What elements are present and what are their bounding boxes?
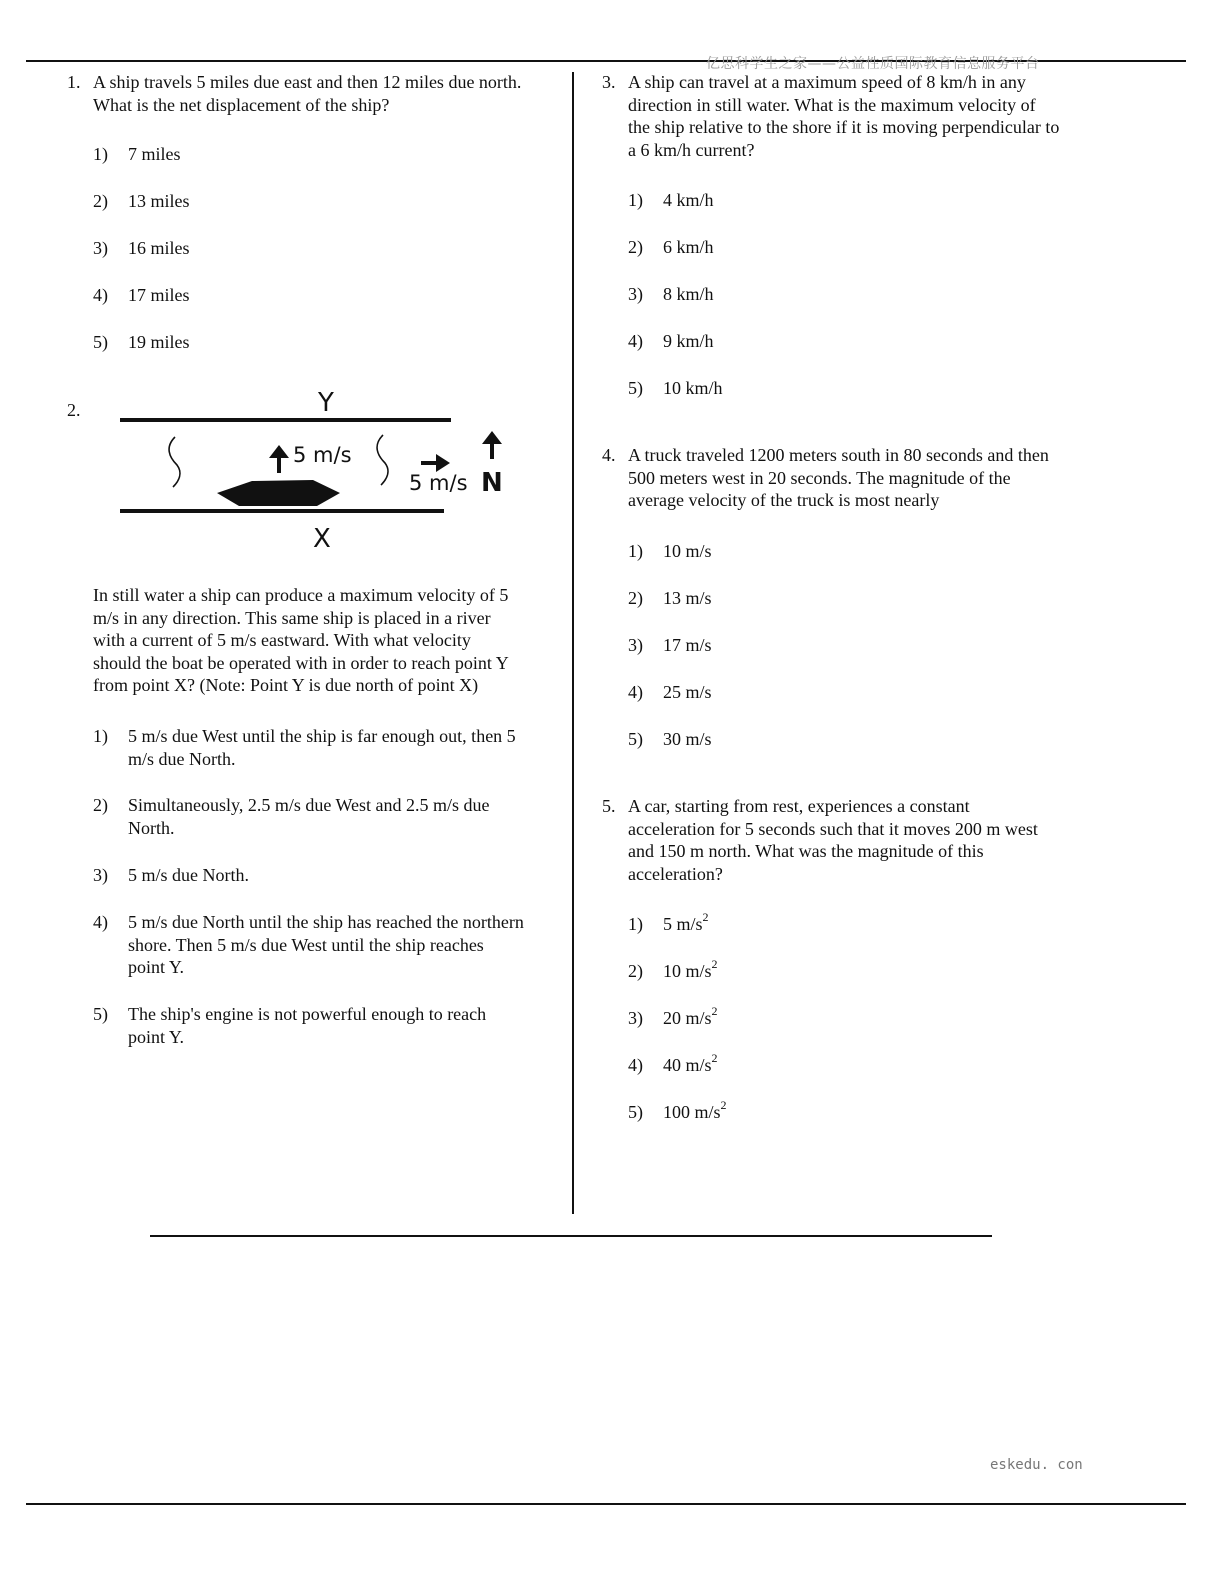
current-arrow-head bbox=[436, 454, 450, 472]
question-text: A car, starting from rest, experiences a constant acceleration for 5 seconds such that it moves 200 m west and 150 m north. What was the magnitude of this acceleration? bbox=[628, 796, 1038, 884]
question-number: 2. bbox=[67, 400, 81, 420]
ship-hull bbox=[217, 480, 340, 506]
question-text: A truck traveled 1200 meters south in 80 seconds and then 500 meters west in 20 seconds. The magnitude of the average velocity of the truck is most nearly bbox=[628, 445, 1049, 510]
question-number: 5. bbox=[602, 796, 616, 816]
watermark: 亿思科学生之家——公益性质国际教育信息服务平台 bbox=[706, 56, 1040, 72]
water-wave-1 bbox=[169, 437, 180, 487]
question-number: 4. bbox=[602, 445, 616, 465]
label-y: Y bbox=[318, 389, 334, 418]
current-velocity-label: 5 m/s bbox=[409, 471, 468, 495]
question-text: A ship can travel at a maximum speed of 8 km/h in any direction in still water. What is the maximum velocity of the ship relative to the shore if it is moving perpendicular to a 6 km/h current? bbox=[628, 72, 1060, 160]
ship-velocity-label: 5 m/s bbox=[293, 443, 352, 467]
question-text: In still water a ship can produce a maximum velocity of 5 m/s in any direction. This same ship is placed in a river with a current of 5 m/s eastward. With what velocity should the boat be operated with in order to reach point Y from point X? (Note: Point Y is due north of point X) bbox=[93, 585, 509, 695]
question-text: A ship travels 5 miles due east and then 12 miles due north. What is the net displacement of the ship? bbox=[93, 72, 522, 115]
question-number: 1. bbox=[67, 72, 81, 92]
question-number: 3. bbox=[602, 72, 616, 92]
north-arrow-head bbox=[482, 431, 502, 444]
river-diagram bbox=[117, 389, 557, 554]
left-column: 1. A ship travels 5 miles due east and then 12 miles due north. What is the net displacement of the ship? 1) 7 miles 2) 13 miles 3) 16 miles 4) 17 miles 5) 19 miles 2. Y 5 m/s 5 m/s N X In still water a ship can produce a maximum velocity of 5 m/s in any direction. This same ship is placed in a river with a current of 5 m/s eastward. With what velocity should the boat be operated with in order to reach point Y from point X? (Note: Point Y is due north of point X) 1) 5 m/s due West until the ship is far enough out, then 5 m/s due North. 2) Simultaneously, 2.5 m/s due West and 2.5 m/s due North. 3) 5 m/s due North. 4) 5 m/s due North until the ship has reached the northern shore. Then 5 m/s due West until the ship reaches point Y. 5) The ship's engine is not powerful enough to reach point Y. bbox=[67, 71, 567, 1071]
north-label: N bbox=[481, 468, 503, 498]
label-x: X bbox=[313, 524, 331, 554]
ship-velocity-arrow-head bbox=[269, 445, 289, 458]
bottom-rule bbox=[26, 1503, 1186, 1505]
water-wave-2 bbox=[377, 435, 388, 485]
right-column: 3. A ship can travel at a maximum speed of 8 km/h in any direction in still water. What is the maximum velocity of the ship relative to the shore if it is moving perpendicular to a 6 km/h current? 1) 4 km/h 2) 6 km/h 3) 8 km/h 4) 9 km/h 5) 10 km/h 4. A truck traveled 1200 meters south in 80 seconds and then 500 meters west in 20 seconds. The magnitude of the average velocity of the truck is most nearly 1) 10 m/s 2) 13 m/s 3) 17 m/s 4) 25 m/s 5) 30 m/s 5. A car, starting from rest, experiences a constant acceleration for 5 seconds such that it moves 200 m west and 150 m north. What was the magnitude of this acceleration? 1) 5 $m/s^2$ 2) 10 $m/s^2$ 3) 20 $m/s^2$ 4) 40 $m/s^2$ 5) 100 $m/s^2$ bbox=[602, 72, 1060, 1122]
footer-watermark: eskedu. con bbox=[990, 1457, 1083, 1473]
section-end-rule bbox=[150, 1235, 992, 1237]
